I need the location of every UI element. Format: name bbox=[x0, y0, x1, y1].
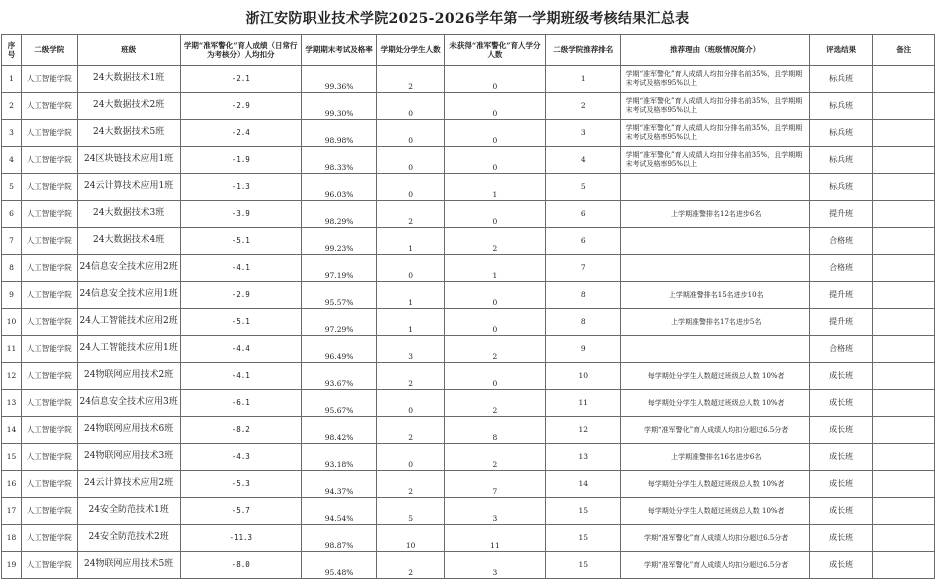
table-row bbox=[2, 336, 935, 363]
cell-reason: 每学期处分学生人数超过班级总人数 10%者 bbox=[621, 390, 809, 417]
cell-not-qualified: 8 bbox=[444, 417, 545, 444]
cell-rank: 4 bbox=[546, 147, 621, 174]
cell-score: -5.1 bbox=[180, 228, 301, 255]
cell-rate: 95.67% bbox=[301, 390, 377, 417]
table-row bbox=[2, 417, 935, 444]
cell-class: 24人工智能技术应用2班 bbox=[77, 309, 180, 336]
cell-punished: 0 bbox=[377, 174, 444, 201]
cell-class: 24安全防范技术1班 bbox=[77, 498, 180, 525]
cell-score: -5.3 bbox=[180, 471, 301, 498]
cell-class: 24信息安全技术应用2班 bbox=[77, 255, 180, 282]
cell-score: -8.2 bbox=[180, 417, 301, 444]
cell-note bbox=[873, 255, 935, 282]
cell-score: -4.1 bbox=[180, 363, 301, 390]
cell-college: 人工智能学院 bbox=[21, 228, 77, 255]
cell-score: -1.3 bbox=[180, 174, 301, 201]
cell-class: 24物联网应用技术2班 bbox=[77, 363, 180, 390]
cell-rate: 93.18% bbox=[301, 444, 377, 471]
cell-rate: 97.29% bbox=[301, 309, 377, 336]
cell-college: 人工智能学院 bbox=[21, 417, 77, 444]
cell-college: 人工智能学院 bbox=[21, 471, 77, 498]
cell-score: -5.7 bbox=[180, 498, 301, 525]
cell-rank: 5 bbox=[546, 174, 621, 201]
cell-punished: 2 bbox=[377, 201, 444, 228]
cell-seq: 13 bbox=[2, 390, 22, 417]
cell-not-qualified: 2 bbox=[444, 390, 545, 417]
cell-reason: 上学期准警排名12名进步6名 bbox=[621, 201, 809, 228]
cell-not-qualified: 3 bbox=[444, 498, 545, 525]
cell-note bbox=[873, 471, 935, 498]
cell-result: 标兵班 bbox=[809, 174, 873, 201]
cell-class: 24物联网应用技术6班 bbox=[77, 417, 180, 444]
cell-result: 成长班 bbox=[809, 390, 873, 417]
cell-rank: 14 bbox=[546, 471, 621, 498]
cell-class: 24安全防范技术2班 bbox=[77, 525, 180, 552]
cell-reason: 学期“准军警化”育人成绩人均扣分超过6.5分者 bbox=[621, 552, 809, 579]
cell-note bbox=[873, 363, 935, 390]
cell-note bbox=[873, 309, 935, 336]
cell-result: 提升班 bbox=[809, 201, 873, 228]
cell-rank: 8 bbox=[546, 282, 621, 309]
cell-rate: 96.49% bbox=[301, 336, 377, 363]
cell-seq: 19 bbox=[2, 552, 22, 579]
cell-result: 成长班 bbox=[809, 471, 873, 498]
cell-rank: 15 bbox=[546, 552, 621, 579]
cell-college: 人工智能学院 bbox=[21, 363, 77, 390]
cell-class: 24大数据技术2班 bbox=[77, 93, 180, 120]
cell-seq: 3 bbox=[2, 120, 22, 147]
cell-rank: 3 bbox=[546, 120, 621, 147]
cell-reason bbox=[621, 228, 809, 255]
cell-score: -5.1 bbox=[180, 309, 301, 336]
header-rate: 学期期末考试及格率 bbox=[301, 35, 377, 66]
cell-not-qualified: 3 bbox=[444, 552, 545, 579]
header-reason: 推荐理由（班级情况简介） bbox=[621, 35, 809, 66]
table-row bbox=[2, 93, 935, 120]
cell-result: 提升班 bbox=[809, 282, 873, 309]
cell-seq: 18 bbox=[2, 525, 22, 552]
cell-result: 成长班 bbox=[809, 363, 873, 390]
cell-rank: 10 bbox=[546, 363, 621, 390]
cell-punished: 2 bbox=[377, 66, 444, 93]
cell-punished: 0 bbox=[377, 120, 444, 147]
cell-note bbox=[873, 174, 935, 201]
cell-rate: 99.36% bbox=[301, 66, 377, 93]
cell-rate: 96.03% bbox=[301, 174, 377, 201]
cell-note bbox=[873, 525, 935, 552]
cell-rate: 95.48% bbox=[301, 552, 377, 579]
cell-college: 人工智能学院 bbox=[21, 525, 77, 552]
table-row bbox=[2, 282, 935, 309]
header-not-qualified: 未获得“准军警化”育人学分人数 bbox=[444, 35, 545, 66]
cell-reason: 上学期准警排名17名进步5名 bbox=[621, 309, 809, 336]
cell-punished: 1 bbox=[377, 309, 444, 336]
cell-seq: 5 bbox=[2, 174, 22, 201]
cell-reason bbox=[621, 255, 809, 282]
cell-punished: 0 bbox=[377, 93, 444, 120]
table-row bbox=[2, 174, 935, 201]
header-punished: 学期处分学生人数 bbox=[377, 35, 444, 66]
header-seq: 序号 bbox=[2, 35, 22, 66]
cell-not-qualified: 0 bbox=[444, 120, 545, 147]
cell-not-qualified: 0 bbox=[444, 309, 545, 336]
cell-result: 成长班 bbox=[809, 498, 873, 525]
cell-result: 标兵班 bbox=[809, 147, 873, 174]
cell-note bbox=[873, 498, 935, 525]
cell-punished: 2 bbox=[377, 363, 444, 390]
cell-score: -6.1 bbox=[180, 390, 301, 417]
cell-college: 人工智能学院 bbox=[21, 147, 77, 174]
table-row bbox=[2, 471, 935, 498]
cell-reason: 上学期准警排名15名进步10名 bbox=[621, 282, 809, 309]
table-row bbox=[2, 390, 935, 417]
cell-note bbox=[873, 201, 935, 228]
cell-seq: 6 bbox=[2, 201, 22, 228]
cell-not-qualified: 0 bbox=[444, 201, 545, 228]
cell-punished: 3 bbox=[377, 336, 444, 363]
cell-reason: 学期“准军警化”育人成绩人均扣分排名前35%，且学期期末考试及格率95%以上 bbox=[621, 66, 809, 93]
cell-reason: 学期“准军警化”育人成绩人均扣分排名前35%，且学期期末考试及格率95%以上 bbox=[621, 120, 809, 147]
cell-result: 提升班 bbox=[809, 309, 873, 336]
cell-rate: 98.98% bbox=[301, 120, 377, 147]
cell-punished: 1 bbox=[377, 228, 444, 255]
cell-reason: 学期“准军警化”育人成绩人均扣分排名前35%，且学期期末考试及格率95%以上 bbox=[621, 147, 809, 174]
cell-not-qualified: 0 bbox=[444, 363, 545, 390]
cell-rank: 11 bbox=[546, 390, 621, 417]
cell-class: 24大数据技术5班 bbox=[77, 120, 180, 147]
cell-seq: 2 bbox=[2, 93, 22, 120]
cell-note bbox=[873, 552, 935, 579]
cell-class: 24大数据技术1班 bbox=[77, 66, 180, 93]
cell-seq: 12 bbox=[2, 363, 22, 390]
cell-note bbox=[873, 147, 935, 174]
cell-seq: 15 bbox=[2, 444, 22, 471]
cell-punished: 2 bbox=[377, 417, 444, 444]
cell-rate: 98.29% bbox=[301, 201, 377, 228]
cell-rate: 97.19% bbox=[301, 255, 377, 282]
cell-score: -11.3 bbox=[180, 525, 301, 552]
cell-rate: 95.57% bbox=[301, 282, 377, 309]
cell-college: 人工智能学院 bbox=[21, 309, 77, 336]
cell-seq: 7 bbox=[2, 228, 22, 255]
cell-college: 人工智能学院 bbox=[21, 390, 77, 417]
cell-not-qualified: 0 bbox=[444, 66, 545, 93]
cell-seq: 11 bbox=[2, 336, 22, 363]
cell-score: -2.9 bbox=[180, 282, 301, 309]
cell-not-qualified: 1 bbox=[444, 255, 545, 282]
cell-reason: 学期“准军警化”育人成绩人均扣分排名前35%，且学期期末考试及格率95%以上 bbox=[621, 93, 809, 120]
cell-college: 人工智能学院 bbox=[21, 255, 77, 282]
cell-punished: 10 bbox=[377, 525, 444, 552]
cell-note bbox=[873, 336, 935, 363]
cell-rank: 15 bbox=[546, 525, 621, 552]
cell-not-qualified: 7 bbox=[444, 471, 545, 498]
header-note: 备注 bbox=[873, 35, 935, 66]
cell-class: 24物联网应用技术3班 bbox=[77, 444, 180, 471]
cell-rank: 8 bbox=[546, 309, 621, 336]
cell-reason: 每学期处分学生人数超过班级总人数 10%者 bbox=[621, 498, 809, 525]
cell-rate: 94.54% bbox=[301, 498, 377, 525]
cell-score: -2.1 bbox=[180, 66, 301, 93]
header-result: 评选结果 bbox=[809, 35, 873, 66]
cell-class: 24信息安全技术应用1班 bbox=[77, 282, 180, 309]
cell-punished: 2 bbox=[377, 471, 444, 498]
cell-note bbox=[873, 282, 935, 309]
cell-rank: 6 bbox=[546, 201, 621, 228]
cell-not-qualified: 2 bbox=[444, 444, 545, 471]
cell-note bbox=[873, 66, 935, 93]
cell-not-qualified: 0 bbox=[444, 282, 545, 309]
cell-punished: 0 bbox=[377, 147, 444, 174]
cell-seq: 16 bbox=[2, 471, 22, 498]
table-row bbox=[2, 228, 935, 255]
header-rank: 二级学院推荐排名 bbox=[546, 35, 621, 66]
table-row bbox=[2, 309, 935, 336]
header-class: 班级 bbox=[77, 35, 180, 66]
cell-score: -1.9 bbox=[180, 147, 301, 174]
cell-score: -4.4 bbox=[180, 336, 301, 363]
sheet-title: 浙江安防职业技术学院2025-2026学年第一学期班级考核结果汇总表 bbox=[245, 11, 690, 27]
cell-punished: 1 bbox=[377, 282, 444, 309]
cell-score: -2.9 bbox=[180, 93, 301, 120]
cell-rate: 99.30% bbox=[301, 93, 377, 120]
table-row bbox=[2, 147, 935, 174]
cell-note bbox=[873, 444, 935, 471]
table-row bbox=[2, 255, 935, 282]
cell-punished: 2 bbox=[377, 552, 444, 579]
table-row bbox=[2, 120, 935, 147]
cell-college: 人工智能学院 bbox=[21, 201, 77, 228]
cell-punished: 0 bbox=[377, 255, 444, 282]
cell-result: 标兵班 bbox=[809, 66, 873, 93]
cell-rank: 6 bbox=[546, 228, 621, 255]
cell-reason bbox=[621, 336, 809, 363]
table-row bbox=[2, 525, 935, 552]
cell-seq: 8 bbox=[2, 255, 22, 282]
cell-not-qualified: 0 bbox=[444, 147, 545, 174]
results-table bbox=[1, 34, 935, 579]
table-row bbox=[2, 552, 935, 579]
cell-result: 成长班 bbox=[809, 417, 873, 444]
cell-note bbox=[873, 93, 935, 120]
table-row bbox=[2, 498, 935, 525]
cell-rate: 99.23% bbox=[301, 228, 377, 255]
cell-class: 24信息安全技术应用3班 bbox=[77, 390, 180, 417]
cell-result: 合格班 bbox=[809, 228, 873, 255]
cell-college: 人工智能学院 bbox=[21, 120, 77, 147]
cell-punished: 5 bbox=[377, 498, 444, 525]
cell-result: 成长班 bbox=[809, 552, 873, 579]
cell-college: 人工智能学院 bbox=[21, 552, 77, 579]
cell-class: 24区块链技术应用1班 bbox=[77, 147, 180, 174]
cell-not-qualified: 2 bbox=[444, 336, 545, 363]
cell-college: 人工智能学院 bbox=[21, 282, 77, 309]
table-row bbox=[2, 363, 935, 390]
cell-reason: 每学期处分学生人数超过班级总人数 10%者 bbox=[621, 471, 809, 498]
table-row bbox=[2, 201, 935, 228]
cell-score: -2.4 bbox=[180, 120, 301, 147]
cell-not-qualified: 0 bbox=[444, 93, 545, 120]
cell-rate: 98.87% bbox=[301, 525, 377, 552]
cell-rate: 94.37% bbox=[301, 471, 377, 498]
cell-reason: 每学期处分学生人数超过班级总人数 10%者 bbox=[621, 363, 809, 390]
cell-result: 成长班 bbox=[809, 525, 873, 552]
cell-college: 人工智能学院 bbox=[21, 336, 77, 363]
cell-rank: 15 bbox=[546, 498, 621, 525]
cell-seq: 4 bbox=[2, 147, 22, 174]
cell-reason: 学期“准军警化”育人成绩人均扣分超过6.5分者 bbox=[621, 417, 809, 444]
cell-rank: 7 bbox=[546, 255, 621, 282]
cell-college: 人工智能学院 bbox=[21, 66, 77, 93]
cell-college: 人工智能学院 bbox=[21, 444, 77, 471]
cell-punished: 0 bbox=[377, 390, 444, 417]
cell-result: 成长班 bbox=[809, 444, 873, 471]
cell-reason: 上学期准警排名16名进步6名 bbox=[621, 444, 809, 471]
header-row bbox=[2, 35, 935, 66]
cell-score: -4.3 bbox=[180, 444, 301, 471]
table-row bbox=[2, 66, 935, 93]
cell-not-qualified: 2 bbox=[444, 228, 545, 255]
cell-seq: 9 bbox=[2, 282, 22, 309]
cell-college: 人工智能学院 bbox=[21, 498, 77, 525]
cell-reason bbox=[621, 174, 809, 201]
cell-class: 24大数据技术4班 bbox=[77, 228, 180, 255]
cell-not-qualified: 1 bbox=[444, 174, 545, 201]
cell-rank: 1 bbox=[546, 66, 621, 93]
cell-note bbox=[873, 390, 935, 417]
cell-note bbox=[873, 228, 935, 255]
cell-class: 24物联网应用技术5班 bbox=[77, 552, 180, 579]
table-row bbox=[2, 444, 935, 471]
cell-seq: 1 bbox=[2, 66, 22, 93]
header-score: 学期“准军警化”育人成绩（日常行为考核分）人均扣分 bbox=[180, 35, 301, 66]
cell-college: 人工智能学院 bbox=[21, 93, 77, 120]
cell-rank: 13 bbox=[546, 444, 621, 471]
cell-punished: 0 bbox=[377, 444, 444, 471]
cell-class: 24云计算技术应用2班 bbox=[77, 471, 180, 498]
cell-not-qualified: 11 bbox=[444, 525, 545, 552]
cell-score: -8.0 bbox=[180, 552, 301, 579]
cell-class: 24人工智能技术应用1班 bbox=[77, 336, 180, 363]
cell-result: 合格班 bbox=[809, 336, 873, 363]
cell-college: 人工智能学院 bbox=[21, 174, 77, 201]
header-college: 二级学院 bbox=[21, 35, 77, 66]
cell-seq: 14 bbox=[2, 417, 22, 444]
cell-result: 合格班 bbox=[809, 255, 873, 282]
cell-class: 24云计算技术应用1班 bbox=[77, 174, 180, 201]
cell-reason: 学期“准军警化”育人成绩人均扣分超过6.5分者 bbox=[621, 525, 809, 552]
cell-rate: 98.33% bbox=[301, 147, 377, 174]
cell-seq: 10 bbox=[2, 309, 22, 336]
cell-score: -3.9 bbox=[180, 201, 301, 228]
cell-rank: 12 bbox=[546, 417, 621, 444]
cell-rate: 98.42% bbox=[301, 417, 377, 444]
cell-note bbox=[873, 120, 935, 147]
cell-seq: 17 bbox=[2, 498, 22, 525]
cell-result: 标兵班 bbox=[809, 93, 873, 120]
cell-score: -4.1 bbox=[180, 255, 301, 282]
cell-rate: 93.67% bbox=[301, 363, 377, 390]
cell-rank: 9 bbox=[546, 336, 621, 363]
cell-note bbox=[873, 417, 935, 444]
cell-rank: 2 bbox=[546, 93, 621, 120]
cell-class: 24大数据技术3班 bbox=[77, 201, 180, 228]
cell-result: 标兵班 bbox=[809, 120, 873, 147]
